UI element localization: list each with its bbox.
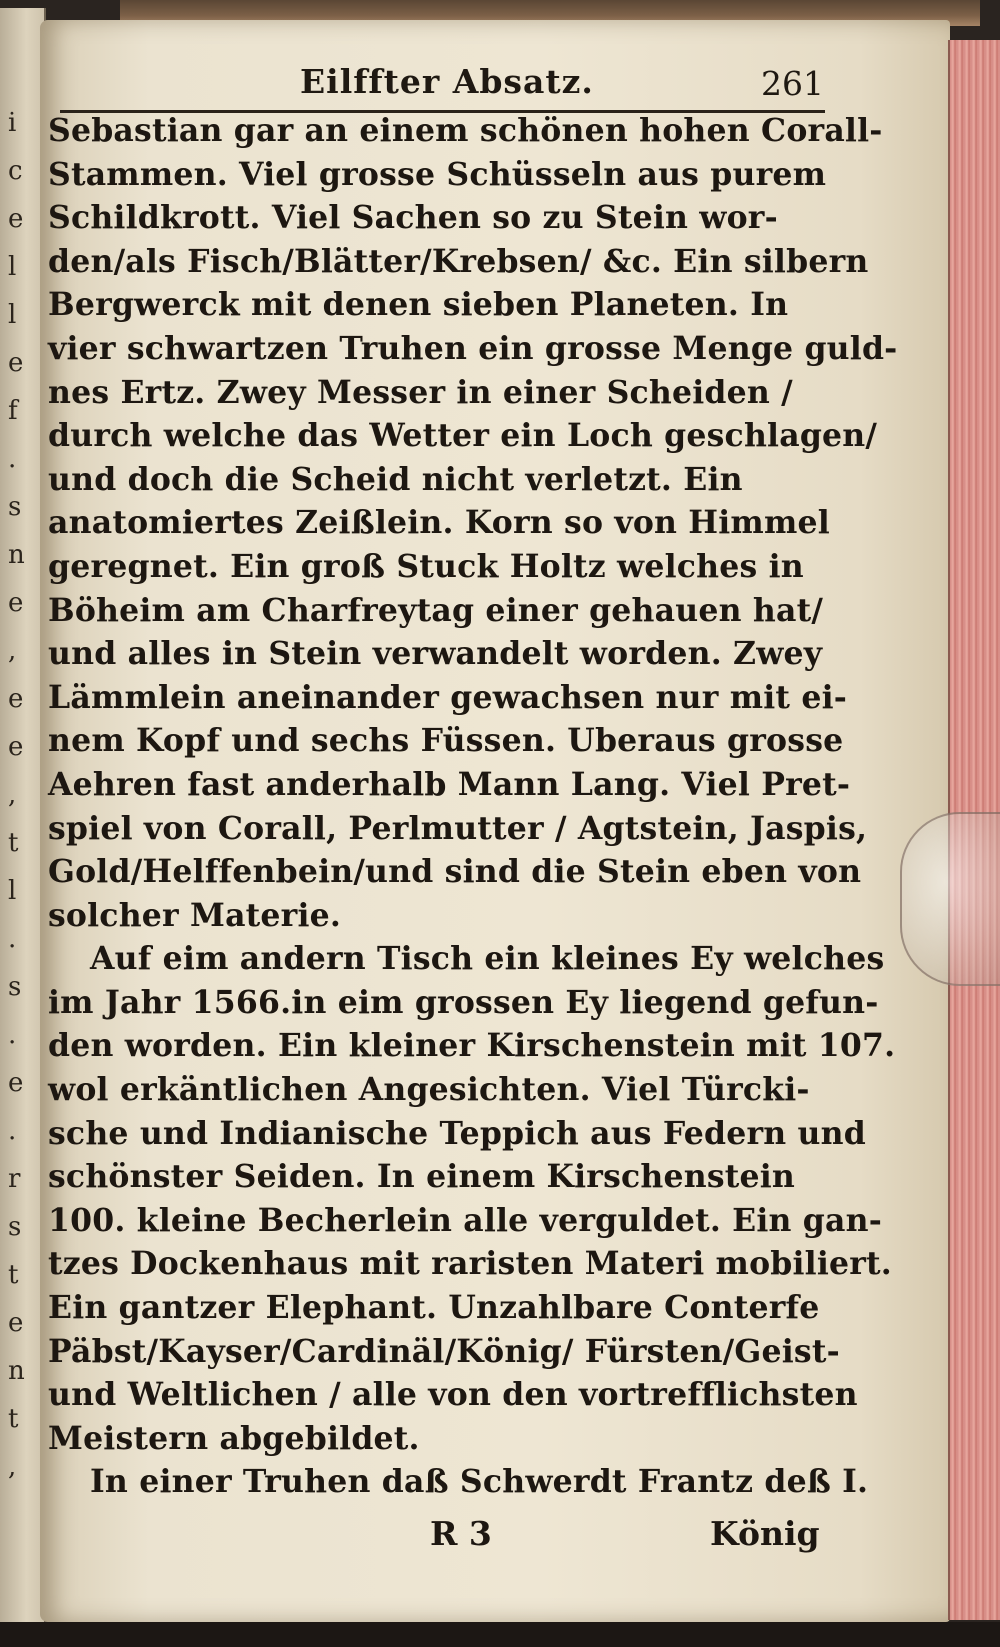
left-page-glyph: .: [8, 1020, 17, 1050]
text-line: Ein gantzer Elephant. Unzahlbare Conterfe: [48, 1289, 820, 1327]
left-page-glyph: s: [8, 492, 22, 522]
left-page-glyph: ,: [8, 780, 17, 810]
text-line: nes Ertz. Zwey Messer in einer Scheiden /: [48, 373, 793, 411]
left-page-glyph: s: [8, 972, 22, 1002]
left-page-glyph: t: [8, 1260, 19, 1290]
left-page-glyph: l: [8, 876, 17, 906]
text-line: Meistern abgebildet.: [48, 1419, 420, 1457]
left-page-glyph: ,: [8, 636, 17, 666]
page-number: 261: [761, 64, 824, 103]
text-line: solcher Materie.: [48, 896, 342, 934]
text-line: wol erkäntlichen Angesichten. Viel Türcki-: [48, 1071, 810, 1109]
left-page-glyph: f: [8, 396, 18, 426]
text-line: spiel von Corall, Perlmutter / Agtstein, Jaspis,: [48, 809, 868, 847]
text-line: tzes Dockenhaus mit raristen Materi mobiliert.: [48, 1245, 892, 1283]
signature-mark: R 3: [430, 1514, 492, 1553]
left-page-glyph: r: [8, 1164, 21, 1194]
left-page-glyph: c: [8, 156, 23, 186]
left-page-glyph: .: [8, 924, 17, 954]
left-page-glyph: l: [8, 252, 17, 282]
left-page-glyph: e: [8, 1068, 24, 1098]
text-line: sche und Indianische Teppich aus Federn und: [48, 1114, 866, 1152]
text-line: den/als Fisch/Blätter/Krebsen/ &c. Ein silbern: [48, 242, 869, 280]
text-line: 100. kleine Becherlein alle verguldet. Ein gan-: [48, 1201, 883, 1239]
text-line: nem Kopf und sechs Füssen. Uberaus grosse: [48, 722, 844, 760]
left-page-glyph: t: [8, 1404, 19, 1434]
left-page-glyph: n: [8, 540, 25, 570]
text-block: [48, 112, 898, 1507]
text-line: und doch die Scheid nicht verletzt. Ein: [48, 460, 743, 498]
running-head: [50, 62, 830, 110]
text-line: Stammen. Viel grosse Schüsseln aus purem: [48, 155, 827, 193]
left-page-glyph: e: [8, 204, 24, 234]
text-line: durch welche das Wetter ein Loch geschlagen/: [48, 417, 878, 455]
running-title: Eilffter Absatz.: [300, 62, 594, 101]
left-page-glyph: e: [8, 588, 24, 618]
left-page-glyph: e: [8, 1308, 24, 1338]
text-line: anatomiertes Zeißlein. Korn so von Himmel: [48, 504, 830, 542]
left-page-glyph: i: [8, 108, 17, 138]
text-line: schönster Seiden. In einem Kirschenstein: [48, 1158, 796, 1196]
text-line: In einer Truhen daß Schwerdt Frantz deß I.: [90, 1463, 869, 1501]
text-line: und alles in Stein verwandelt worden. Zwey: [48, 635, 823, 673]
bottom-shadow: [0, 1622, 1000, 1647]
left-page-glyph: e: [8, 348, 24, 378]
text-line: im Jahr 1566.in eim grossen Ey liegend gefun-: [48, 983, 879, 1021]
text-line: Schildkrott. Viel Sachen so zu Stein wor-: [48, 199, 778, 237]
text-line: Lämmlein aneinander gewachsen nur mit ei-: [48, 678, 848, 716]
left-page-glyph: .: [8, 444, 17, 474]
left-page-glyph: s: [8, 1212, 22, 1242]
text-line: Bergwerck mit denen sieben Planeten. In: [48, 286, 789, 324]
text-line: Sebastian gar an einem schönen hohen Corall-: [48, 112, 883, 149]
text-line: Auf eim andern Tisch ein kleines Ey welches: [90, 940, 885, 978]
text-line: Gold/Helffenbein/und sind die Stein eben von: [48, 853, 862, 891]
left-page-glyph: t: [8, 828, 19, 858]
left-page-glyph: e: [8, 732, 24, 762]
text-line: vier schwartzen Truhen ein grosse Menge guld-: [48, 329, 898, 367]
text-line: Päbst/Kayser/Cardinäl/König/ Fürsten/Geist-: [48, 1332, 840, 1370]
left-page-glyphs: [8, 8, 38, 1628]
left-page-glyph: l: [8, 300, 17, 330]
left-page-glyph: e: [8, 684, 24, 714]
catchword: König: [710, 1514, 820, 1553]
text-line: geregnet. Ein groß Stuck Holtz welches in: [48, 547, 804, 585]
left-page-glyph: ,: [8, 1452, 17, 1482]
text-line: und Weltlichen / alle von den vortrefflichsten: [48, 1376, 858, 1414]
text-line: den worden. Ein kleiner Kirschenstein mit 107.: [48, 1027, 896, 1065]
page-clip: [900, 812, 1000, 986]
text-line: Aehren fast anderhalb Mann Lang. Viel Pret-: [48, 765, 851, 803]
left-page-glyph: n: [8, 1356, 25, 1386]
text-line: Böheim am Charfreytag einer gehauen hat/: [48, 591, 824, 629]
left-page-glyph: .: [8, 1116, 17, 1146]
